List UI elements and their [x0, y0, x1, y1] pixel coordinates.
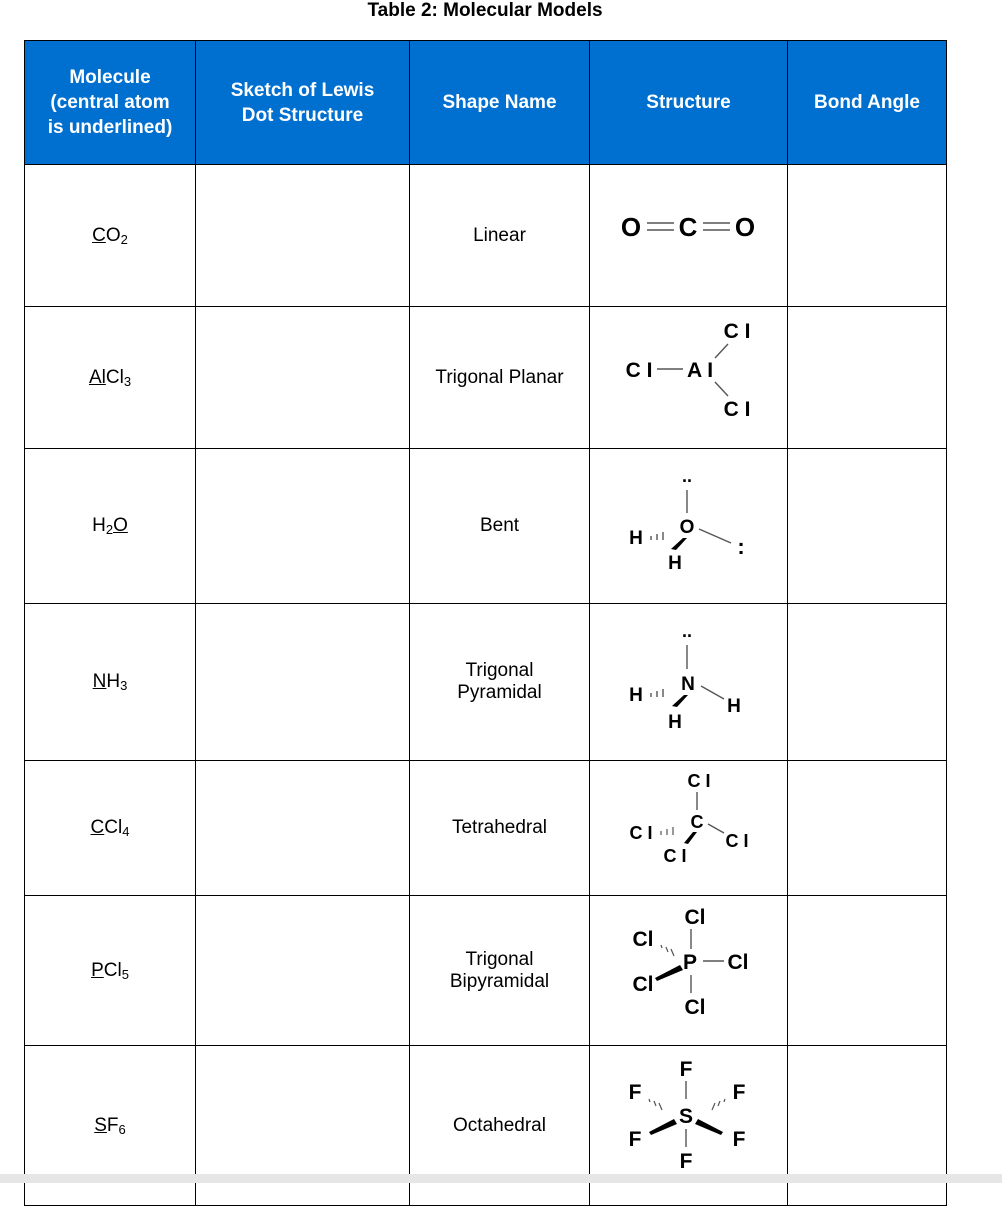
atom-o-left: O [620, 211, 641, 242]
bottom-toolbar-strip [0, 1174, 1002, 1183]
sketch-cell[interactable] [196, 896, 410, 1046]
central-atom: C [92, 224, 106, 246]
structure-cell [590, 604, 788, 761]
sketch-cell[interactable] [196, 165, 410, 307]
molecule-rest: Cl [103, 959, 122, 981]
atom-h-left: H [628, 684, 643, 706]
structure-cell [590, 896, 788, 1046]
central-atom: P [91, 959, 104, 981]
atom-f-left-up: F [628, 1080, 641, 1104]
hashed-bond [651, 689, 663, 697]
table-row [25, 761, 947, 896]
molecule-cell [25, 165, 196, 307]
molecule-subscript: 3 [123, 373, 132, 389]
structure-cell [590, 761, 788, 896]
sketch-cell[interactable] [196, 761, 410, 896]
molecule-cell [25, 307, 196, 449]
shape-name-cell [410, 307, 590, 449]
atom-cl-top: C I [686, 770, 711, 791]
atom-cl-bottom: C I [723, 397, 750, 421]
atom-f-top: F [679, 1057, 692, 1081]
lone-pair-top: .. [681, 620, 692, 641]
hashed-bond-left [649, 1099, 662, 1110]
atom-f-left-down: F [628, 1127, 641, 1151]
molecule-rest: Cl [104, 817, 123, 838]
central-atom: Al [88, 366, 106, 388]
wedge-bond [655, 965, 683, 981]
shape-name-line-1: Trigonal [465, 660, 534, 681]
alcl3-structure-diagram [591, 308, 787, 448]
atom-c: C [678, 211, 697, 242]
atom-h-left: H [628, 527, 643, 549]
atom-cl-left-up: Cl [632, 927, 653, 951]
shape-name-cell [410, 449, 590, 604]
wedge-bond [684, 832, 697, 844]
header-molecule-line-3: is underlined) [47, 117, 173, 138]
atom-s: S [678, 1104, 693, 1128]
atom-cl-bottom: C I [662, 845, 687, 866]
shape-name-cell [410, 896, 590, 1046]
table-row [25, 449, 947, 604]
bond-to-h-right [701, 686, 724, 699]
shape-name-cell [410, 761, 590, 896]
atom-n: N [680, 673, 695, 695]
molecule-rest: O [105, 224, 121, 246]
molecule-rest: F [106, 1114, 119, 1136]
molecule-cell [25, 604, 196, 761]
atom-h-bottom: H [667, 552, 682, 574]
bond-angle-cell[interactable] [788, 604, 947, 761]
table-title: Table 2: Molecular Models [367, 0, 603, 21]
molecule-subscript: 6 [118, 1121, 126, 1137]
atom-o: O [679, 516, 694, 538]
atom-al: A I [686, 358, 713, 382]
table-row [25, 307, 947, 449]
bond-to-lone-pair-right [699, 529, 731, 543]
central-atom: S [94, 1114, 107, 1136]
structure-cell [590, 165, 788, 307]
shape-name: Octahedral [453, 1114, 546, 1136]
pcl5-structure-diagram [591, 897, 787, 1045]
atom-f-right-up: F [732, 1080, 745, 1104]
shape-name: Bent [479, 515, 520, 536]
bond-angle-cell[interactable] [788, 761, 947, 896]
atom-f-right-down: F [732, 1127, 745, 1151]
molecule-cell [25, 449, 196, 604]
molecule-subscript: 3 [120, 678, 128, 693]
header-molecule-line-2: (central atom [50, 92, 170, 113]
molecule-subscript: 2 [120, 231, 128, 247]
wedge-bond-left [649, 1119, 677, 1135]
molecule-subscript: 4 [122, 824, 130, 839]
atom-o-right: O [734, 211, 755, 242]
bond-angle-cell[interactable] [788, 307, 947, 449]
atom-f-bottom: F [679, 1149, 692, 1173]
atom-cl-left-down: Cl [632, 972, 653, 996]
table-row [25, 896, 947, 1046]
molecule-subscript: 5 [121, 966, 129, 982]
header-bond-angle: Bond Angle [788, 41, 947, 165]
molecule-rest: Cl [105, 366, 124, 388]
lone-pair-right: : [736, 533, 745, 559]
atom-cl-left: C I [625, 358, 652, 382]
wedge-bond [671, 538, 687, 550]
hashed-bond [661, 827, 673, 835]
wedge-bond-right [695, 1119, 723, 1135]
shape-name-line-2: Bipyramidal [449, 970, 550, 992]
shape-name: Linear [473, 224, 526, 246]
structure-cell [590, 307, 788, 449]
molecule-prefix-subscript: 2 [105, 522, 114, 537]
hashed-bond [651, 532, 663, 540]
central-atom: O [113, 515, 128, 536]
hashed-bond [661, 945, 674, 956]
bond-to-cl-right [708, 824, 724, 833]
shape-name-line-1: Trigonal [465, 948, 534, 970]
molecule-cell [25, 761, 196, 896]
header-structure: Structure [590, 41, 788, 165]
shape-name: Trigonal Planar [435, 366, 564, 388]
molecular-models-table [24, 40, 947, 1206]
header-sketch [196, 41, 410, 165]
ccl4-structure-diagram [591, 762, 787, 895]
hashed-bond-right [712, 1099, 725, 1110]
atom-cl-right: Cl [727, 950, 748, 974]
wedge-bond [672, 695, 688, 707]
atom-cl-right: C I [724, 830, 749, 851]
sketch-cell[interactable] [196, 449, 410, 604]
header-sketch-line-2: Dot Structure [241, 104, 364, 126]
header-shape: Shape Name [410, 41, 590, 165]
header-sketch-line-1: Sketch of Lewis [230, 79, 375, 101]
shape-name-line-2: Pyramidal [457, 682, 542, 703]
header-row [25, 41, 947, 165]
co2-structure-diagram [591, 166, 787, 306]
central-atom: N [92, 671, 107, 692]
header-molecule [25, 41, 196, 165]
atom-cl-left: C I [628, 822, 653, 843]
shape-name: Tetrahedral [451, 817, 548, 838]
atom-p: P [682, 950, 697, 974]
atom-h-bottom: H [667, 711, 682, 733]
molecule-prefix: H [92, 515, 106, 536]
central-atom: C [90, 817, 105, 838]
atom-cl-top: Cl [684, 905, 705, 929]
lone-pair-top: .. [681, 465, 692, 486]
molecule-cell [25, 896, 196, 1046]
atom-cl-bottom: Cl [684, 995, 705, 1019]
shape-name-cell [410, 604, 590, 761]
structure-cell [590, 449, 788, 604]
h2o-structure-diagram [591, 450, 787, 603]
table-row [25, 604, 947, 761]
header-molecule-line-1: Molecule [69, 67, 151, 88]
bond-angle-cell[interactable] [788, 896, 947, 1046]
table-row [25, 165, 947, 307]
molecule-rest: H [106, 671, 121, 692]
bond-angle-cell[interactable] [788, 165, 947, 307]
atom-c: C [690, 811, 703, 832]
atom-h-right: H [726, 695, 741, 717]
shape-name-cell [410, 165, 590, 307]
sketch-cell[interactable] [196, 307, 410, 449]
nh3-structure-diagram [591, 605, 787, 760]
atom-cl-top: C I [723, 319, 750, 343]
sketch-cell[interactable] [196, 604, 410, 761]
bond-angle-cell[interactable] [788, 449, 947, 604]
